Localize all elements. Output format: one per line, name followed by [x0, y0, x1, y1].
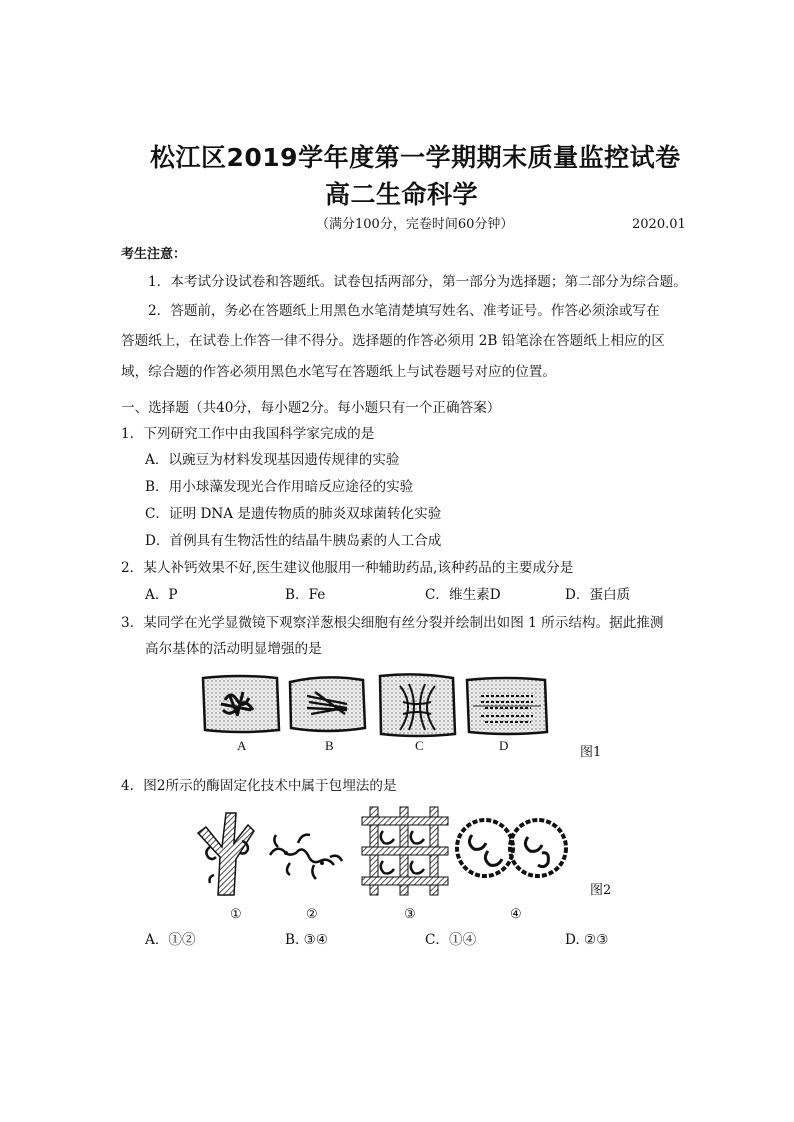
notice-item-2-line-2: 答题纸上，在试卷上作答一律不得分。选择题的作答必须用 2B 铅笔涂在答题纸上相应的区: [121, 333, 665, 349]
section-1-heading: 一、选择题（共40分，每小题2分。每小题只有一个正确答案）: [121, 400, 501, 416]
figure-1-label-b: B: [325, 738, 334, 753]
exam-date: 2020.01: [632, 217, 686, 232]
q1-stem: 1．下列研究工作中由我国科学家完成的是: [121, 426, 375, 442]
q4-stem: 4．图2所示的酶固定化技术中属于包埋法的是: [121, 778, 397, 794]
method-4-image: [457, 820, 566, 876]
method-3-image: [362, 807, 448, 895]
figure-2-caption: 图2: [590, 883, 612, 898]
q1-option-d: D．首例具有生物活性的结晶牛胰岛素的人工合成: [145, 533, 442, 549]
q2-option-c: C．维生素D: [425, 587, 501, 603]
cell-a-image: [203, 676, 279, 732]
method-2-image: [270, 835, 342, 879]
q2-option-d: D．蛋白质: [565, 587, 631, 603]
q2-option-b: B．Fe: [285, 587, 326, 603]
notice-item-1: 1．本考试分设试卷和答题纸。试卷包括两部分，第一部分为选择题；第二部分为综合题。: [148, 274, 687, 290]
cell-b-image: [290, 677, 365, 731]
q2-option-a: A．P: [145, 587, 178, 603]
q4-option-c: C．①④: [425, 932, 477, 948]
q3-stem-line-2: 高尔基体的活动明显增强的是: [145, 641, 322, 657]
q3-stem-line-1: 3．某同学在光学显微镜下观察洋葱根尖细胞有丝分裂并绘制出如图 1 所示结构。据此推测: [121, 615, 664, 631]
figure-1-caption: 图1: [580, 745, 602, 760]
notice-item-2-line-3: 域，综合题的作答必须用黑色水笔写在答题纸上与试卷题号对应的位置。: [121, 364, 556, 380]
figure-1-label-c: C: [415, 738, 424, 753]
figure-2-immobilization: [190, 803, 580, 903]
q4-option-d: D. ②③: [565, 932, 609, 948]
q1-option-b: B．用小球藻发现光合作用暗反应途径的实验: [145, 479, 414, 495]
exam-info: （满分100分，完卷时间60分钟）: [316, 217, 514, 232]
q4-option-b: B. ③④: [285, 932, 329, 948]
q4-option-a: A．①②: [145, 932, 196, 948]
cell-d-image: [467, 678, 547, 734]
figure-2-label-2: ②: [306, 906, 318, 921]
figure-1-label-d: D: [499, 738, 509, 753]
notice-heading: 考生注意：: [121, 247, 187, 262]
q1-option-a: A．以豌豆为材料发现基因遗传规律的实验: [145, 452, 400, 468]
exam-title: 松江区2019学年度第一学期期末质量监控试卷: [150, 143, 681, 172]
figure-2-label-3: ③: [404, 906, 416, 921]
q1-option-c: C．证明 DNA 是遗传物质的肺炎双球菌转化实验: [145, 506, 442, 522]
figure-1-label-a: A: [237, 738, 247, 753]
method-1-image: [198, 813, 254, 895]
q2-stem: 2．某人补钙效果不好,医生建议他服用一种辅助药品,该种药品的主要成分是: [121, 560, 574, 576]
figure-2-label-1: ①: [230, 906, 242, 921]
notice-item-2-line-1: 2．答题前，务必在答题纸上用黑色水笔清楚填写姓名、准考证号。作答必须涂或写在: [148, 303, 660, 319]
figure-2-label-4: ④: [510, 906, 522, 921]
exam-subtitle: 高二生命科学: [325, 180, 479, 209]
cell-c-image: [380, 674, 455, 736]
